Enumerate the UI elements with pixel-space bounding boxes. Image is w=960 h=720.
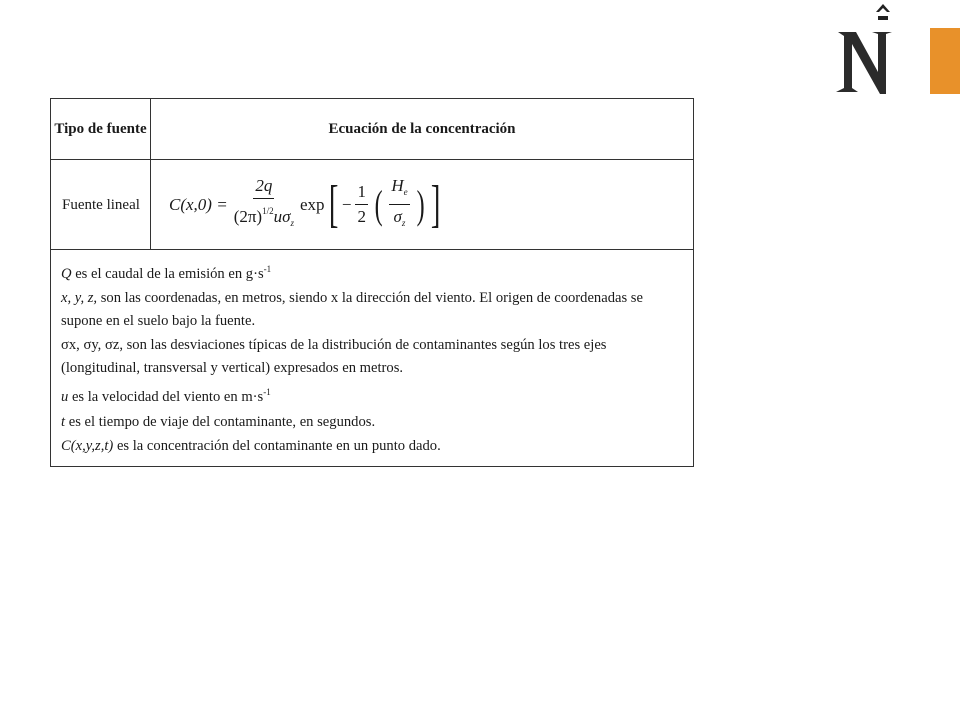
formula-minus: − (341, 194, 352, 214)
note-text: σx, σy, σz, son las desviaciones típicas de la distribución de contaminantes según los tres ejes (longitudinal, transversal y vertical) expresados en metros. (61, 337, 607, 376)
note-text: es la velocidad del viento en m·s (68, 389, 264, 406)
header-source-type (51, 99, 151, 160)
equation-table (50, 98, 694, 467)
formula-den-base: (2π) (233, 207, 263, 226)
note-text: es el tiempo de viaje del contaminante, en segundos. (65, 413, 376, 430)
source-type-cell (51, 160, 151, 250)
ratio-denominator (392, 205, 408, 234)
concentration-formula (169, 175, 444, 234)
ratio-num-sub: e (403, 187, 408, 197)
note-item (61, 258, 683, 285)
note-item (61, 435, 683, 458)
formula-lhs: C(x,0) = (169, 194, 228, 214)
table-row (51, 160, 694, 250)
right-paren-icon: ) (416, 181, 425, 227)
note-sup: -1 (263, 387, 271, 398)
formula-numerator: 2q (253, 175, 274, 199)
source-type-label: Fuente lineal (62, 196, 140, 213)
note-lead: u (61, 389, 69, 406)
note-item (61, 287, 683, 332)
ratio-den-var: σ (393, 207, 402, 226)
note-text: es el caudal de la emisión en g·s (71, 265, 264, 282)
note-lead: t (61, 413, 66, 430)
note-lead: x, y, z, (61, 290, 98, 307)
formula-exp: exp (300, 194, 325, 214)
right-bracket-icon: ] (430, 175, 441, 233)
left-bracket-icon: [ (328, 175, 338, 233)
formula-half (355, 181, 368, 228)
half-denominator: 2 (357, 207, 366, 226)
note-lead: C(x,y,z,t) (61, 438, 114, 455)
ratio-numerator (389, 175, 409, 205)
header-equation-label: Ecuación de la concentración (328, 121, 516, 137)
note-item (61, 411, 683, 434)
ratio-num-var: H (391, 176, 404, 195)
note-text: son las coordenadas, en metros, siendo x la dirección del viento. El origen de coordenadas se supone en el suelo bajo la fuente. (61, 290, 643, 329)
notes-row (51, 250, 694, 467)
note-item (61, 334, 683, 379)
formula-den-var: uσ (273, 207, 291, 226)
note-text: es la concentración del contaminante en un punto dado. (113, 438, 441, 455)
header-equation (151, 99, 694, 160)
equation-cell (151, 160, 694, 250)
formula-den-sub: z (290, 218, 295, 228)
ratio-den-sub: z (401, 218, 406, 228)
formula-den-exp: 1/2 (262, 206, 274, 216)
note-lead: Q (61, 265, 72, 282)
formula-ratio (389, 175, 409, 234)
left-paren-icon: ( (374, 181, 383, 227)
formula-denominator (232, 199, 296, 234)
formula-main-fraction (232, 175, 296, 234)
logo-accent-bar (930, 28, 960, 94)
note-sup: -1 (263, 264, 272, 274)
notes-cell (51, 250, 694, 467)
note-item (61, 381, 683, 408)
table-header-row (51, 99, 694, 160)
half-numerator: 1 (355, 181, 368, 205)
header-source-type-label: Tipo de fuente (54, 121, 147, 137)
